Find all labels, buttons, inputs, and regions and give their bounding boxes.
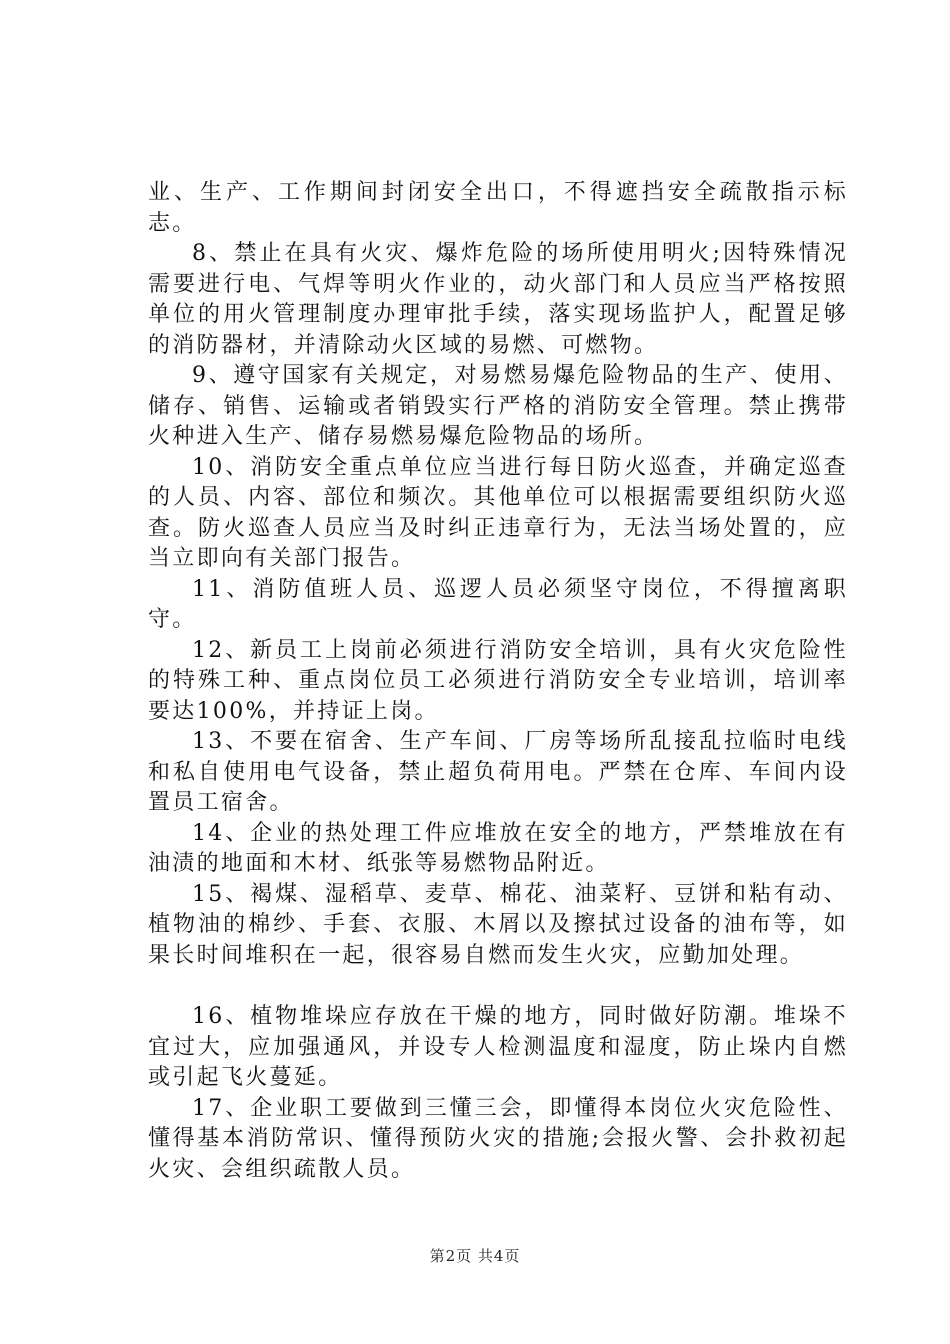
paragraph-item-13: 13、不要在宿舍、生产车间、厂房等场所乱接乱拉临时电线和私自使用电气设备，禁止超负荷用电。严禁在仓库、车间内设置员工宿舍。 xyxy=(148,729,848,815)
paragraph-item-14: 14、企业的热处理工件应堆放在安全的地方，严禁堆放在有油渍的地面和木材、纸张等易燃物品附近。 xyxy=(148,820,848,876)
paragraph-item-15: 15、褐煤、湿稻草、麦草、棉花、油菜籽、豆饼和粘有动、植物油的棉纱、手套、衣服、木屑以及擦拭过设备的油布等，如果长时间堆积在一起，很容易自燃而发生火灾，应勤加处理。 xyxy=(148,881,848,968)
paragraph-continuation: 业、生产、工作期间封闭安全出口，不得遮挡安全疏散指示标志。 xyxy=(148,180,848,236)
paragraph-item-12: 12、新员工上岗前必须进行消防安全培训，具有火灾危险性的特殊工种、重点岗位员工必须进行消防安全专业培训，培训率要达100%，并持证上岗。 xyxy=(148,637,848,724)
document-body xyxy=(148,178,848,1185)
paragraph-item-9: 9、遵守国家有关规定，对易燃易爆危险物品的生产、使用、储存、销售、运输或者销毁实行严格的消防安全管理。禁止携带火种进入生产、储存易燃易爆危险物品的场所。 xyxy=(148,363,848,449)
paragraph-item-17: 17、企业职工要做到三懂三会，即懂得本岗位火灾危险性、懂得基本消防常识、懂得预防火灾的措施;会报火警、会扑救初起火灾、会组织疏散人员。 xyxy=(148,1095,848,1182)
page-number-footer: 第2页 共4页 xyxy=(429,1247,521,1265)
paragraph-item-11: 11、消防值班人员、巡逻人员必须坚守岗位，不得擅离职守。 xyxy=(148,576,848,632)
paragraph-item-10: 10、消防安全重点单位应当进行每日防火巡查，并确定巡查的人员、内容、部位和频次。其他单位可以根据需要组织防火巡查。防火巡查人员应当及时纠正违章行为，无法当场处置的，应当立即向有关部门报告。 xyxy=(148,454,848,571)
paragraph-item-16: 16、植物堆垛应存放在干燥的地方，同时做好防潮。堆垛不宜过大，应加强通风，并设专人检测温度和湿度，防止垛内自燃或引起飞火蔓延。 xyxy=(148,1004,848,1090)
paragraph-item-8: 8、禁止在具有火灾、爆炸危险的场所使用明火;因特殊情况需要进行电、气焊等明火作业的，动火部门和人员应当严格按照单位的用火管理制度办理审批手续，落实现场监护人，配置足够的消防器材，并清除动火区域的易燃、可燃物。 xyxy=(148,241,848,358)
